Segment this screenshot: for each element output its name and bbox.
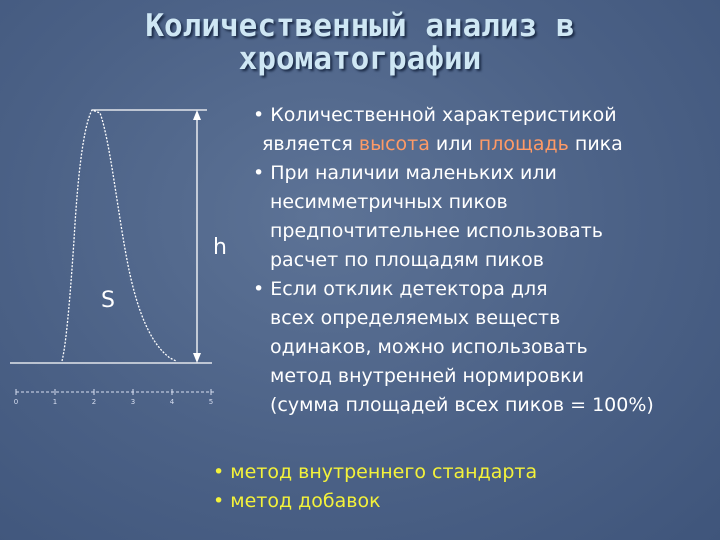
x-tick-label: 2 bbox=[91, 398, 97, 406]
bullet-2-line-2: несимметричных пиков bbox=[270, 191, 508, 213]
bullet-2-line-4: расчет по площадям пиков bbox=[270, 249, 544, 271]
bullet-1-text-c: пика bbox=[568, 133, 623, 155]
highlight-height: высота bbox=[358, 133, 430, 155]
x-tick-label: 3 bbox=[130, 398, 136, 406]
x-axis-tick-labels bbox=[14, 398, 213, 406]
bullet-list bbox=[253, 101, 713, 420]
height-label: h bbox=[213, 235, 227, 260]
bullet-3-line-5: (сумма площадей всех пиков = 100%) bbox=[270, 394, 654, 416]
x-tick-label: 5 bbox=[208, 398, 214, 406]
highlight-area: площадь bbox=[478, 133, 569, 155]
area-label: S bbox=[101, 288, 115, 313]
bullet-1-line-1: • Количественной характеристикой bbox=[253, 104, 617, 126]
bullet-2-line-3: предпочтительнее использовать bbox=[270, 220, 603, 242]
title-line-1: Количественный анализ в bbox=[145, 8, 575, 44]
bullet-1-line-2 bbox=[253, 130, 713, 159]
method-additions: • метод добавок bbox=[213, 490, 381, 512]
bullet-3-line-4: метод внутренней нормировки bbox=[270, 365, 584, 387]
title-line-2: хроматографии bbox=[238, 41, 482, 77]
bullet-3-line-1: • Если отклик детектора для bbox=[253, 278, 548, 300]
height-arrow-head-up bbox=[193, 110, 201, 120]
peak-curve bbox=[62, 110, 176, 361]
height-arrow-head-down bbox=[193, 353, 201, 363]
bullet-3-line-3: одинаков, можно использовать bbox=[270, 336, 588, 358]
x-tick-label: 4 bbox=[169, 398, 175, 406]
bullet-1-text-b: или bbox=[429, 133, 479, 155]
bullet-2-line-1: • При наличии маленьких или bbox=[253, 162, 557, 184]
method-internal-standard: • метод внутреннего стандарта bbox=[213, 461, 538, 483]
bullet-1-text-a: является bbox=[262, 133, 359, 155]
x-tick-label: 0 bbox=[13, 398, 19, 406]
bullet-3-line-2: всех определяемых веществ bbox=[270, 307, 561, 329]
x-tick-label: 1 bbox=[52, 398, 58, 406]
methods-list bbox=[213, 458, 537, 516]
